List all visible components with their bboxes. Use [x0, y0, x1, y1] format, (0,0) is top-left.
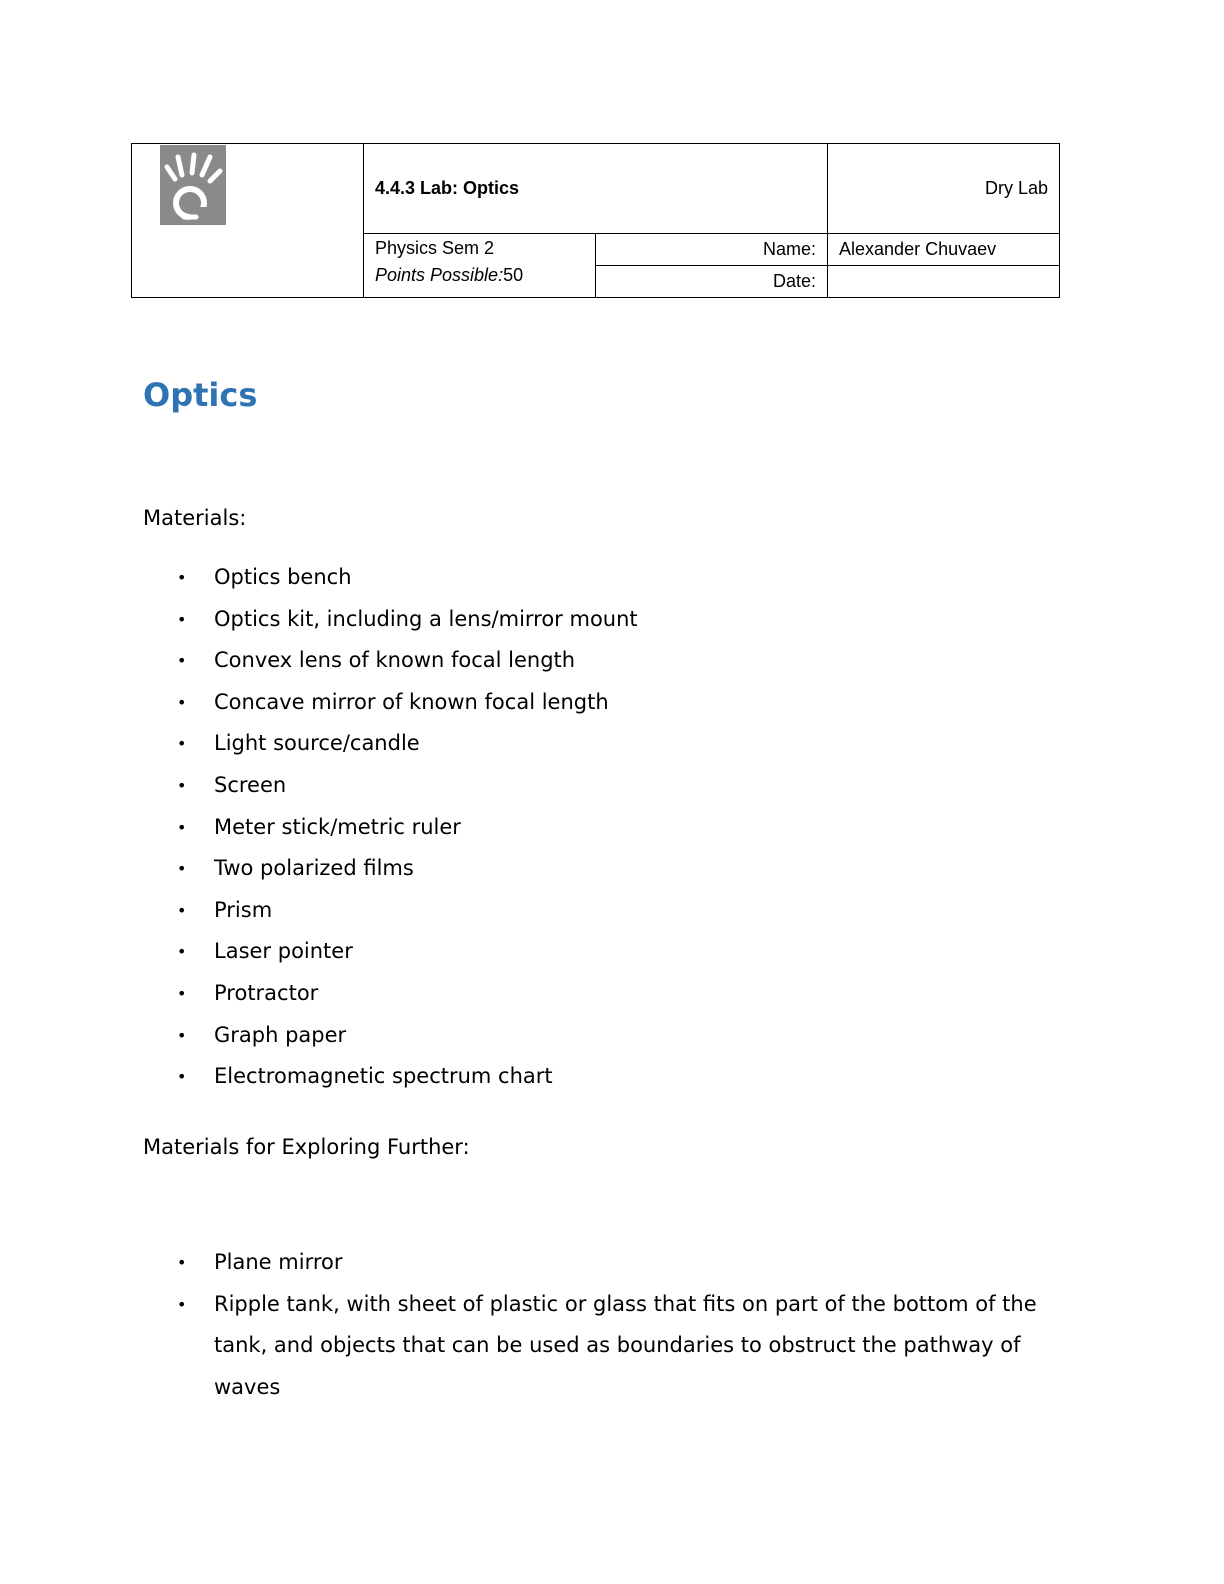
page-title: Optics	[143, 376, 258, 414]
bullet-icon: •	[177, 817, 187, 837]
list-item: • Graph paper	[143, 1015, 638, 1057]
logo-cell	[132, 144, 364, 298]
list-item: • Meter stick/metric ruler	[143, 807, 638, 849]
list-item: • Prism	[143, 890, 638, 932]
materials-list	[143, 557, 638, 1098]
bullet-icon: •	[177, 734, 187, 754]
bullet-icon: •	[177, 1067, 187, 1087]
date-field[interactable]	[828, 265, 1060, 297]
materials-heading: Materials:	[143, 506, 247, 530]
lab-type: Dry Lab	[828, 144, 1060, 234]
sunburst-logo-icon	[160, 145, 226, 225]
name-field[interactable]: Alexander Chuvaev	[828, 233, 1060, 265]
list-item: • Screen	[143, 765, 638, 807]
points-label: Points Possible:	[375, 264, 504, 285]
lab-title: 4.4.3 Lab: Optics	[364, 144, 828, 234]
bullet-icon: •	[177, 983, 187, 1003]
course-name: Physics Sem 2	[375, 237, 495, 258]
further-list	[143, 1242, 1074, 1408]
logo-graphic	[160, 145, 226, 225]
list-item: • Light source/candle	[143, 723, 638, 765]
list-item: • Ripple tank, with sheet of plastic or glass that fits on part of the bottom of the tank, and objects that can be used as boundaries to obstruct the pathway of waves	[143, 1284, 1074, 1409]
further-heading: Materials for Exploring Further:	[143, 1135, 470, 1159]
date-label: Date:	[596, 265, 828, 297]
bullet-icon: •	[177, 692, 187, 712]
bullet-icon: •	[177, 609, 187, 629]
list-item: • Electromagnetic spectrum chart	[143, 1056, 638, 1098]
list-item: • Convex lens of known focal length	[143, 640, 638, 682]
bullet-icon: •	[177, 1253, 187, 1272]
course-info	[364, 233, 596, 297]
list-item: • Optics bench	[143, 557, 638, 599]
list-item: • Two polarized films	[143, 848, 638, 890]
bullet-icon: •	[177, 775, 187, 795]
list-item: • Plane mirror	[143, 1242, 1074, 1284]
bullet-icon: •	[177, 1294, 187, 1314]
list-item: • Optics kit, including a lens/mirror mount	[143, 599, 638, 641]
name-label: Name:	[596, 233, 828, 265]
bullet-icon: •	[177, 942, 187, 962]
list-item: • Protractor	[143, 973, 638, 1015]
points-value: 50	[503, 264, 524, 285]
bullet-icon: •	[177, 651, 187, 671]
bullet-icon: •	[177, 859, 187, 879]
list-item: • Laser pointer	[143, 931, 638, 973]
bullet-icon: •	[177, 900, 187, 920]
points-possible	[375, 262, 595, 289]
bullet-icon: •	[177, 1025, 187, 1045]
bullet-icon: •	[177, 568, 187, 587]
list-item: • Concave mirror of known focal length	[143, 682, 638, 724]
header-table	[131, 143, 1060, 298]
